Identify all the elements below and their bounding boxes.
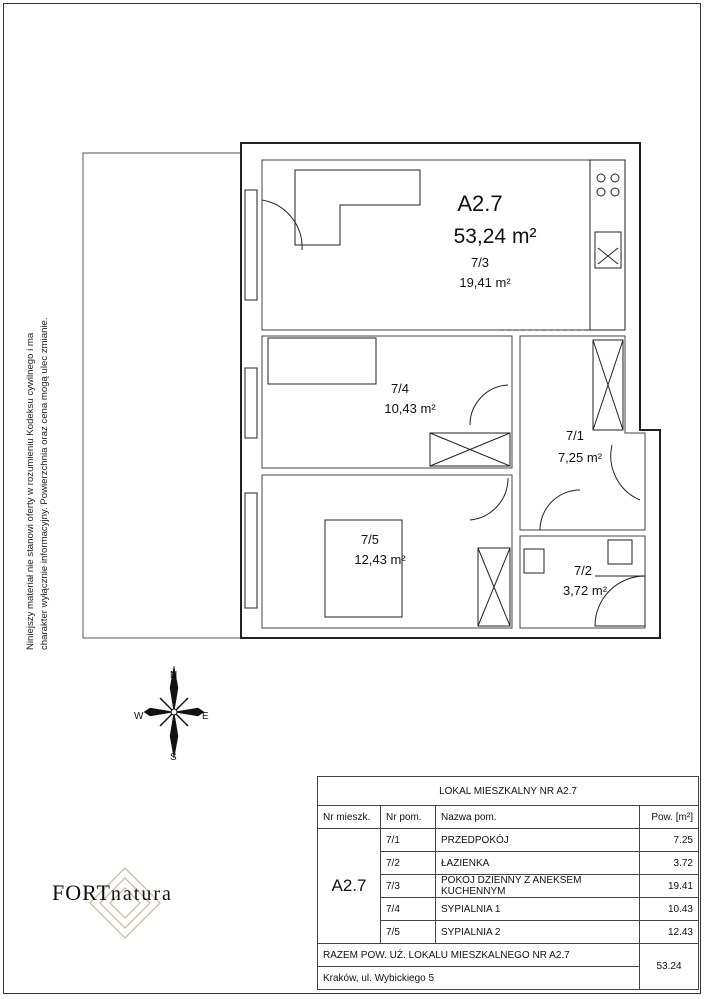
window-bedroom-1: [245, 368, 257, 438]
room-id: 7/4: [390, 381, 410, 396]
room-7-2-outline: [520, 536, 645, 628]
room-area: 7,25 m²: [557, 450, 603, 465]
bed-1: [268, 338, 376, 384]
room-id: 7/2: [573, 563, 593, 578]
cell-room-area: 12.43: [640, 921, 699, 944]
unit-area: 53,24 m²: [453, 225, 537, 248]
table-unit: A2.7: [318, 829, 381, 944]
cell-room-no: 7/1: [381, 829, 436, 852]
cell-room-name: POKÓJ DZIENNY Z ANEKSEM KUCHENNYM: [436, 875, 640, 898]
disclaimer-text: Niniejszy materiał nie stanowi oferty w rozumieniu Kodeksu cywilnego i ma charakter wyłącznie informacyjny. Powierzchnia oraz cena mogą ulec zmianie.: [25, 317, 50, 650]
room-id: 7/3: [470, 255, 490, 270]
cell-room-no: 7/5: [381, 921, 436, 944]
cell-room-name: PRZEDPOKÓJ: [436, 829, 640, 852]
room-id: 7/1: [565, 428, 585, 443]
room-area: 12,43 m²: [354, 552, 406, 567]
sofa-shape: [295, 170, 420, 245]
cell-room-area: 10.43: [640, 898, 699, 921]
unit-code: A2.7: [457, 191, 503, 216]
header-room-no: Nr pom.: [381, 806, 436, 829]
compass-south: S: [170, 752, 177, 763]
address: Kraków, ul. Wybickiego 5: [318, 967, 640, 990]
door-arc-living: [262, 200, 302, 250]
washbasin: [524, 549, 544, 573]
cell-room-name: SYPIALNIA 1: [436, 898, 640, 921]
room-id: 7/5: [360, 532, 380, 547]
total-value: 53.24: [640, 944, 699, 990]
cell-room-name: SYPIALNIA 2: [436, 921, 640, 944]
cell-room-no: 7/3: [381, 875, 436, 898]
total-label: RAZEM POW. UŻ. LOKALU MIESZKALNEGO NR A2.7: [318, 944, 640, 967]
logo-main: FORT: [52, 880, 111, 905]
room-area: 19,41 m²: [459, 275, 511, 290]
room-area: 3,72 m²: [562, 583, 608, 598]
cell-room-area: 3.72: [640, 852, 699, 875]
cell-room-no: 7/4: [381, 898, 436, 921]
table-title: LOKAL MIESZKALNY NR A2.7: [318, 777, 699, 806]
door-arc-hall: [540, 490, 580, 530]
cell-room-area: 7.25: [640, 829, 699, 852]
header-area: Pow. [m²]: [640, 806, 699, 829]
cell-room-name: ŁAZIENKA: [436, 852, 640, 875]
compass-north: N: [170, 670, 178, 681]
door-arc-bedroom-2: [470, 478, 508, 520]
room-table: [317, 776, 699, 990]
toilet: [608, 540, 632, 564]
room-area: 10,43 m²: [384, 401, 436, 416]
header-room-name: Nazwa pom.: [436, 806, 640, 829]
logo-sub: natura: [110, 883, 173, 905]
door-arc-bedroom-1: [470, 385, 508, 425]
window-living: [245, 190, 257, 300]
table-row: [318, 829, 699, 852]
balcony-outline: [83, 153, 241, 638]
compass-east: E: [202, 711, 209, 722]
logo: [52, 880, 173, 906]
compass-west: W: [134, 711, 144, 722]
header-unit-no: Nr mieszk.: [318, 806, 381, 829]
cell-room-area: 19.41: [640, 875, 699, 898]
cell-room-no: 7/2: [381, 852, 436, 875]
window-bedroom-2: [245, 493, 257, 608]
